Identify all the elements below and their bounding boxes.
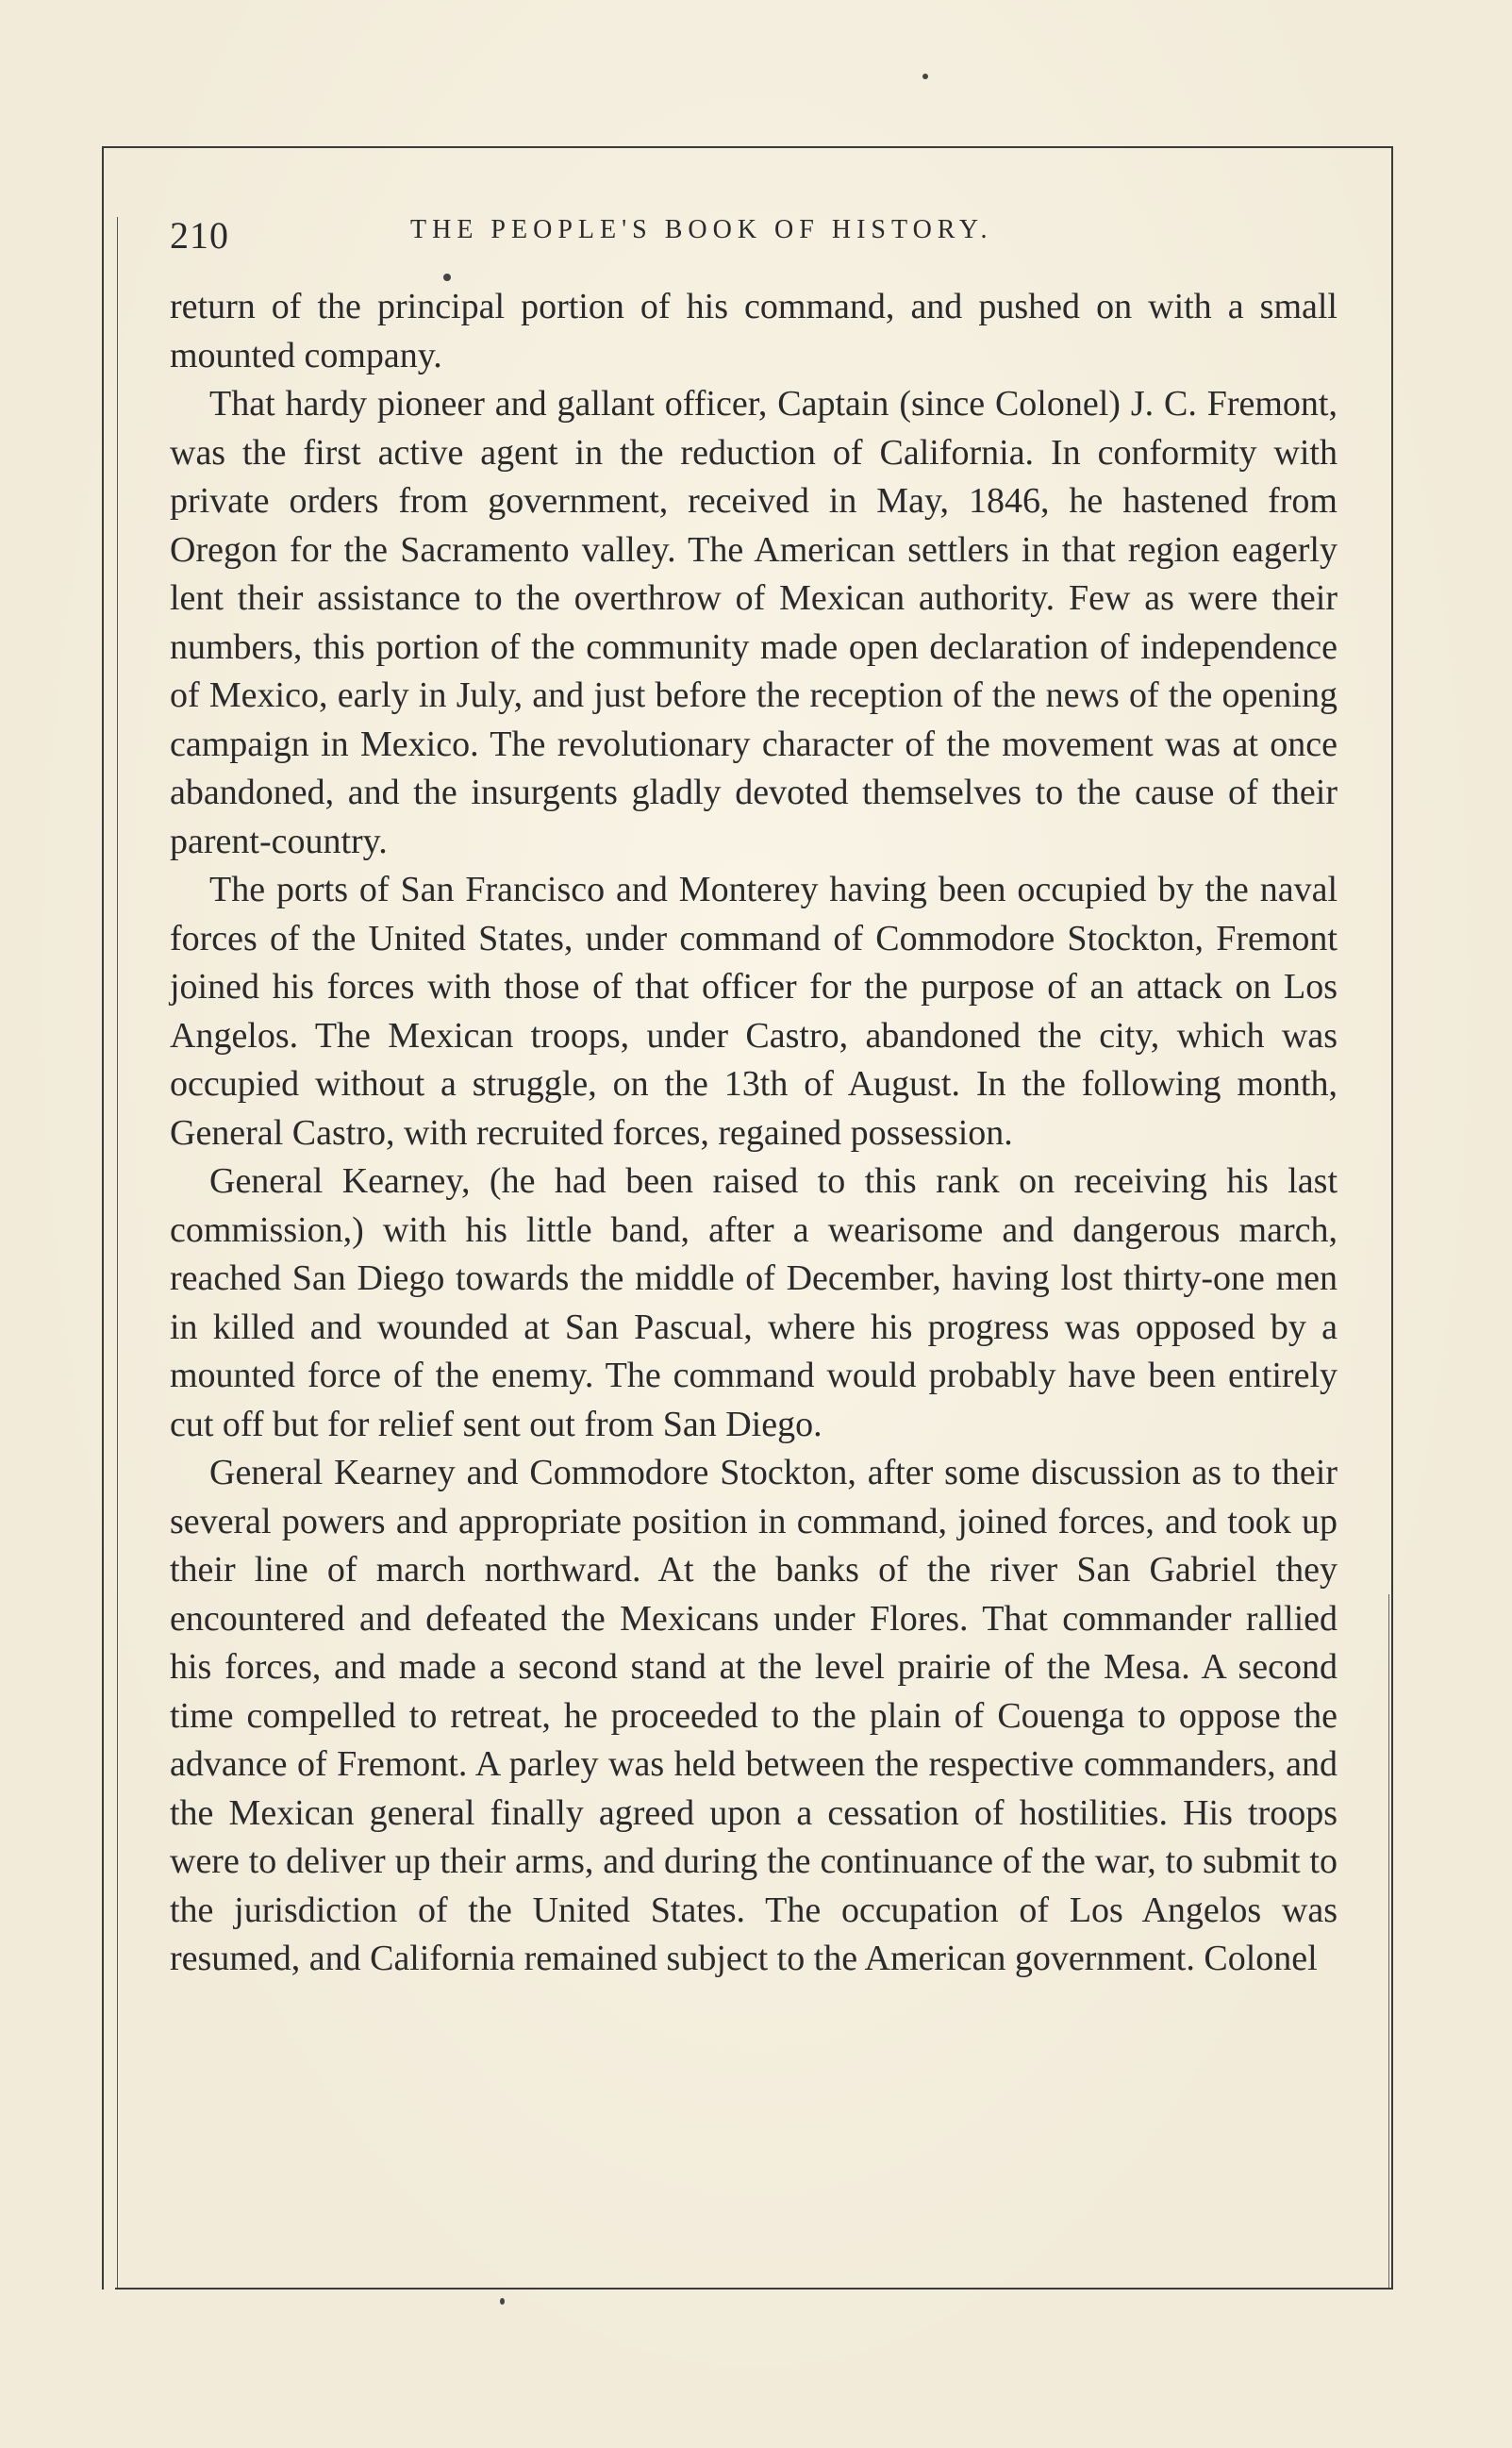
body-text (170, 283, 1338, 1984)
page-header (170, 206, 1339, 262)
paper-speck (500, 2298, 505, 2305)
paragraph: General Kearney, (he had been raised to this rank on receiving his last commission,) with his little band, after a wearisome and dangerous march, reached San Diego towards the middle of December, having lost thirty-one men in killed and wounded at San Pascual, where his progress was opposed by a mounted force of the enemy. The command would probably have been entirely cut off but for relief sent out from San Diego. (170, 1161, 1338, 1444)
paragraph: That hardy pioneer and gallant officer, Captain (since Colonel) J. C. Fremont, was the first active agent in the reduction of California. In conformity with private orders from government, received in May, 1846, he hastened from Oregon for the Sacramento valley. The American settlers in that region eagerly lent their assistance to the overthrow of Mexican authority. Few as were their numbers, this portion of the community made open declaration of independence of Mexico, early in July, and just before the reception of the news of the opening campaign in Mexico. The revolutionary character of the movement was at once abandoned, and the insurgents gladly devoted themselves to the cause of their parent-country. (170, 384, 1338, 861)
paper-speck (922, 74, 928, 79)
paragraph: General Kearney and Commodore Stockton, after some discussion as to their several powers and appropriate position in command, joined forces, and took up their line of march northward. At the banks of the river San Gabriel they encountered and defeated the Mexicans under Flores. That commander rallied his forces, and made a second stand at the level prairie of the Mesa. A second time compelled to retreat, he proceeded to the plain of Couenga to oppose the advance of Fremont. A parley was held between the respective commanders, and the Mexican general finally agreed upon a cessation of hostilities. His troops were to deliver up their arms, and during the continuance of the war, to submit to the jurisdiction of the United States. The occupation of Los Angelos was resumed, and California remained subject to the American government. Colonel (170, 1453, 1338, 1978)
paragraph: The ports of San Francisco and Monterey having been occupied by the naval forces of the United States, under command of Commodore Stockton, Fremont joined his forces with those of that officer for the purpose of an attack on Los Angelos. The Mexican troops, under Castro, abandoned the city, which was occupied without a struggle, on the 13th of August. In the following month, General Castro, with recruited forces, regained possession. (170, 870, 1338, 1153)
inner-margin-rule-right (1388, 1594, 1389, 2288)
inner-margin-rule-left (117, 217, 118, 2288)
paper-speck (443, 274, 451, 281)
running-title: THE PEOPLE'S BOOK OF HISTORY. (410, 215, 993, 244)
page-border-bottom-rule (115, 2288, 1393, 2290)
page-number: 210 (170, 214, 229, 257)
paragraph-continued: return of the principal portion of his command, and pushed on with a small mounted company. (170, 287, 1338, 375)
